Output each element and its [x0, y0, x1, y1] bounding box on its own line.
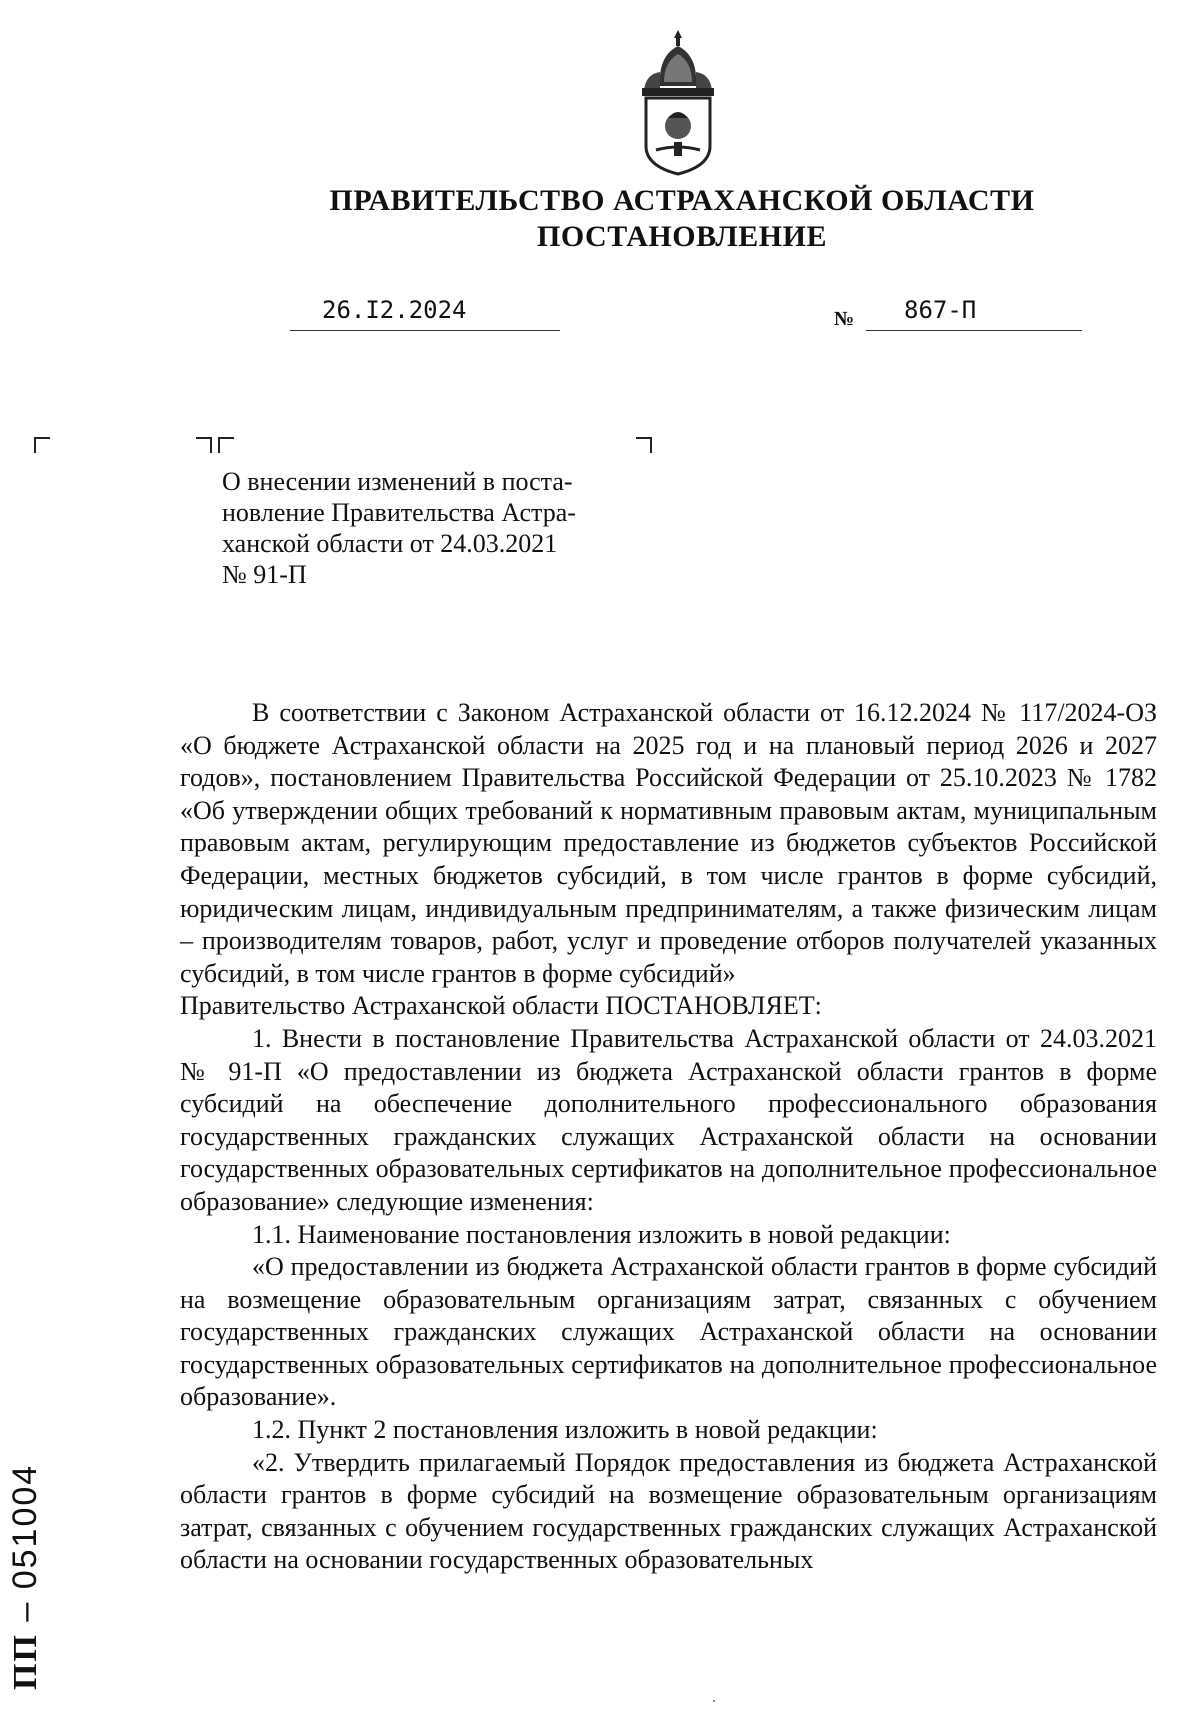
- subject-line: О внесении изменений в поста-: [222, 467, 573, 496]
- document-body: [180, 697, 1157, 1577]
- body-paragraph: «2. Утвердить прилагаемый Порядок предоставления из бюджета Астраханской области грантов в форме субсидий на возмещение образовательным организациям затрат, связанных с обучением государственных гражданских служащих Астраханской области на основании государственных образовательных: [180, 1447, 1157, 1575]
- subject-line: новление Правительства Астра-: [222, 498, 576, 527]
- body-paragraph: Правительство Астраханской области ПОСТАНОВЛЯЕТ:: [180, 991, 822, 1021]
- subject-line: № 91-П: [222, 560, 307, 589]
- number-sign: №: [834, 308, 855, 330]
- document-number: 867-П: [904, 296, 977, 324]
- government-title: ПРАВИТЕЛЬСТВО АСТРАХАНСКОЙ ОБЛАСТИ: [329, 184, 1035, 217]
- serial-prefix: ПП: [7, 1633, 44, 1690]
- body-paragraph: 1. Внести в постановление Правительства Астраханской области от 24.03.2021 № 91-П «О предоставлении из бюджета Астраханской области грантов в форме субсидий на обеспечение дополнительного профессионального образования государственных гражданских служащих Астраханской области на основании государственных образовательных сертификатов на дополнительное профессиональное образование» следующие изменения:: [180, 1023, 1157, 1216]
- corner-mark: [218, 437, 234, 453]
- document-subject: [222, 466, 618, 590]
- body-paragraph: 1.1. Наименование постановления изложить в новой редакции:: [252, 1219, 951, 1249]
- document-date: 26.I2.2024: [322, 296, 467, 324]
- corner-mark: [636, 437, 652, 453]
- corner-mark: [196, 437, 212, 453]
- body-paragraph: 1.2. Пункт 2 постановления изложить в новой редакции:: [252, 1415, 878, 1445]
- serial-number: – 051004: [6, 1463, 44, 1622]
- subject-line: ханской области от 24.03.2021: [222, 529, 558, 558]
- document-type-title: ПОСТАНОВЛЕНИЕ: [537, 220, 827, 253]
- date-field: [290, 296, 560, 331]
- number-field: [866, 296, 1082, 331]
- coat-of-arms-emblem: [630, 26, 726, 176]
- corner-mark: [34, 437, 50, 453]
- scan-dot: [713, 1700, 715, 1702]
- body-paragraph: «О предоставлении из бюджета Астраханской области грантов в форме субсидий на возмещение образовательным организациям затрат, связанных с обучением государственных гражданских служащих Астраханской области на основании государственных образовательных сертификатов на дополнительное профессиональное образование».: [180, 1252, 1157, 1412]
- body-paragraph: В соответствии с Законом Астраханской области от 16.12.2024 № 117/2024-ОЗ «О бюджете Астраханской области на 2025 год и на плановый период 2026 и 2027 годов», постановлением Правительства Российской Федерации от 25.10.2023 № 1782 «Об утверждении общих требований к нормативным правовым актам, муниципальным правовым актам, регулирующим предоставление из бюджетов субъектов Российской Федерации, местных бюджетов субсидий, в том числе грантов в форме субсидий, юридическим лицам, индивидуальным предпринимателям, а также физическим лицам – производителям товаров, работ, услуг и проведение отборов получателей указанных субсидий, в том числе грантов в форме субсидий»: [180, 698, 1157, 988]
- side-serial-code: [6, 1464, 45, 1690]
